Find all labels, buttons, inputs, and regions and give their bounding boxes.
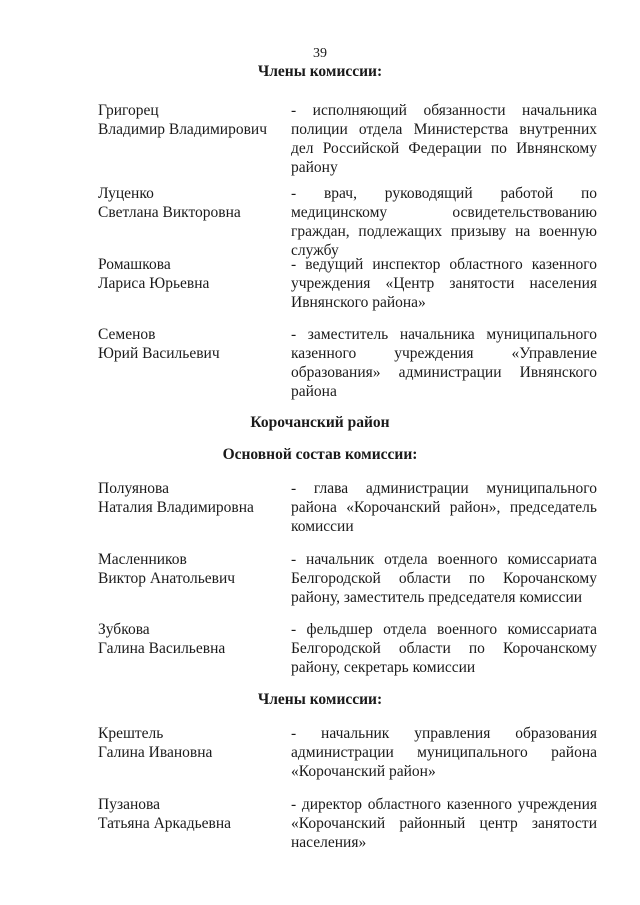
- surname: Крештель: [98, 725, 164, 742]
- role-description: - заместитель начальника муниципального казенного учреждения «Управление образования» администрации Ивнянского района: [291, 326, 597, 400]
- section-heading-members-korocha: Члены комиссии:: [257, 691, 383, 708]
- given-names: Юрий Васильевич: [98, 345, 220, 362]
- surname: Пузанова: [98, 796, 160, 813]
- surname: Масленников: [98, 551, 187, 568]
- surname: Семенов: [98, 326, 156, 343]
- given-names: Галина Васильевна: [98, 640, 226, 657]
- surname: Григорец: [98, 102, 159, 119]
- given-names: Татьяна Аркадьевна: [98, 815, 232, 832]
- role-description: - ведущий инспектор областного казенного учреждения «Центр занятости населения Ивнянского района»: [291, 256, 597, 311]
- person-name: [98, 255, 283, 293]
- given-names: Владимир Владимирович: [98, 121, 268, 138]
- surname: Зубкова: [98, 621, 150, 638]
- given-names: Виктор Анатольевич: [98, 570, 236, 587]
- role-description: - начальник отдела военного комиссариата Белгородской области по Корочанскому району, заместитель председателя комиссии: [291, 551, 597, 606]
- given-names: Лариса Юрьевна: [98, 275, 210, 292]
- role-description: - глава администрации муниципального района «Корочанский район», председатель комиссии: [291, 480, 597, 535]
- section-heading-main-composition: Основной состав комиссии:: [222, 446, 418, 463]
- person-name: [98, 184, 283, 222]
- role-description: - врач, руководящий работой по медицинскому освидетельствованию граждан, подлежащих призыву на военную службу: [291, 185, 597, 259]
- person-name: [98, 550, 283, 588]
- given-names: Галина Ивановна: [98, 744, 213, 761]
- person-name: [98, 724, 283, 762]
- given-names: Наталия Владимировна: [98, 499, 254, 516]
- role-description: - исполняющий обязанности начальника полиции отдела Министерства внутренних дел Российской Федерации по Ивнянскому району: [291, 102, 597, 176]
- given-names: Светлана Викторовна: [98, 204, 241, 221]
- person-name: [98, 325, 283, 363]
- role-description: - директор областного казенного учреждения «Корочанский районный центр занятости населения»: [291, 796, 597, 851]
- surname: Полуянова: [98, 480, 170, 497]
- surname: Луценко: [98, 185, 154, 202]
- role-description: - фельдшер отдела военного комиссариата Белгородской области по Корочанскому району, секретарь комиссии: [291, 621, 597, 676]
- district-title: Корочанский район: [250, 414, 390, 431]
- person-name: [98, 101, 283, 139]
- surname: Ромашкова: [98, 256, 171, 273]
- page-number: 39: [313, 46, 327, 61]
- person-name: [98, 620, 283, 658]
- person-name: [98, 795, 283, 833]
- person-name: [98, 479, 283, 517]
- role-description: - начальник управления образования администрации муниципального района «Корочанский район»: [291, 725, 597, 780]
- section-heading-members-ivnya: Члены комиссии:: [257, 63, 383, 80]
